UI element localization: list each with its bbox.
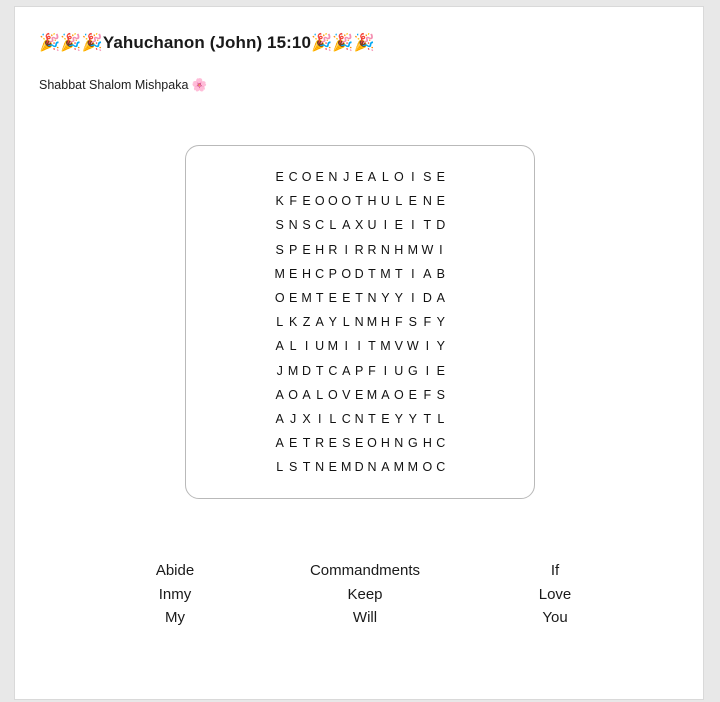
page-title <box>39 33 375 53</box>
grid-cell: I <box>383 218 388 233</box>
grid-cell: N <box>354 315 364 329</box>
page-subtitle <box>39 77 207 93</box>
grid-cell: N <box>354 411 364 426</box>
grid-cell: I <box>425 339 430 354</box>
grid-cell: N <box>367 460 377 475</box>
grid-cell: A <box>275 411 284 426</box>
grid-cell: I <box>439 242 443 257</box>
grid-cell: Y <box>394 411 403 426</box>
grid-cell: T <box>302 460 311 475</box>
page-subtitle-text: Shabbat Shalom Mishpaka <box>39 78 192 92</box>
grid-cell: O <box>341 194 352 209</box>
grid-cell: M <box>301 290 312 305</box>
grid-cell: N <box>394 435 404 450</box>
grid-cell: I <box>411 169 415 184</box>
word-list-item: Abide <box>155 562 195 579</box>
grid-cell: T <box>368 339 376 354</box>
grid-cell: Y <box>394 290 403 305</box>
word-search-grid-body <box>273 165 447 479</box>
grid-row <box>273 358 447 382</box>
word-list-column <box>85 559 265 630</box>
word-list-item: Love <box>538 585 572 603</box>
grid-cell: A <box>302 387 311 402</box>
grid-cell: P <box>354 363 364 378</box>
grid-cell: N <box>422 194 432 209</box>
grid-cell: C <box>328 363 338 378</box>
grid-cell: H <box>315 242 325 257</box>
grid-cell: D <box>422 290 432 305</box>
grid-cell: T <box>315 363 324 378</box>
grid-cell: Y <box>328 315 337 329</box>
grid-cell: I <box>304 339 309 354</box>
grid-cell: I <box>383 363 388 378</box>
grid-cell: T <box>355 194 363 209</box>
grid-cell: S <box>275 242 284 257</box>
grid-cell: X <box>354 218 364 233</box>
grid-cell: T <box>368 411 376 426</box>
word-list-column <box>465 559 645 630</box>
grid-cell: M <box>327 339 339 354</box>
grid-cell: S <box>423 169 432 184</box>
grid-cell: H <box>380 315 390 329</box>
grid-cell: C <box>315 266 325 281</box>
grid-cell: O <box>393 387 404 402</box>
grid-cell: M <box>366 315 378 329</box>
grid-cell: E <box>408 194 417 209</box>
grid-cell: E <box>328 435 337 450</box>
grid-cell: H <box>302 266 312 281</box>
grid-cell: M <box>274 266 285 281</box>
grid-row <box>273 189 447 213</box>
grid-cell: D <box>436 218 446 233</box>
grid-cell: C <box>341 411 351 426</box>
grid-cell: B <box>436 266 445 281</box>
grid-cell: D <box>354 266 364 281</box>
document-page <box>14 6 704 700</box>
grid-cell: R <box>354 242 364 257</box>
grid-cell: L <box>276 460 284 475</box>
grid-cell: C <box>288 169 298 184</box>
grid-cell: U <box>380 194 390 209</box>
grid-cell: H <box>367 194 377 209</box>
grid-cell: A <box>275 435 284 450</box>
grid-cell: M <box>380 266 391 281</box>
grid-row <box>273 310 447 334</box>
grid-cell: K <box>275 194 284 209</box>
grid-cell: U <box>394 363 404 378</box>
grid-cell: E <box>394 218 403 233</box>
party-popper-icon-trailing: 🎉🎉🎉 <box>311 33 375 53</box>
grid-cell: N <box>288 218 298 233</box>
grid-cell: Y <box>436 339 445 354</box>
grid-cell: N <box>328 169 338 184</box>
grid-cell: O <box>301 169 312 184</box>
grid-cell: A <box>342 363 351 378</box>
grid-cell: K <box>288 315 298 329</box>
cherry-blossom-icon: 🌸 <box>191 77 208 92</box>
grid-row <box>273 334 447 358</box>
grid-cell: I <box>411 218 415 233</box>
grid-cell: F <box>368 363 376 378</box>
grid-cell: S <box>288 460 298 475</box>
grid-row <box>273 237 447 261</box>
grid-cell: I <box>317 411 322 426</box>
grid-cell: L <box>289 339 297 354</box>
word-list-item: My <box>165 609 185 626</box>
grid-cell: G <box>407 435 418 450</box>
grid-cell: C <box>315 218 325 233</box>
grid-row <box>273 382 447 406</box>
grid-cell: Y <box>436 315 445 329</box>
grid-cell: F <box>423 315 432 329</box>
grid-cell: A <box>381 387 390 402</box>
grid-cell: O <box>327 387 338 402</box>
grid-cell: E <box>288 266 298 281</box>
grid-cell: R <box>367 242 377 257</box>
grid-cell: E <box>288 290 298 305</box>
grid-cell: Y <box>381 290 390 305</box>
grid-cell: O <box>288 387 298 402</box>
grid-cell: I <box>344 242 348 257</box>
grid-cell: A <box>436 290 445 305</box>
grid-cell: E <box>408 387 417 402</box>
grid-cell: I <box>425 363 430 378</box>
grid-cell: E <box>436 169 445 184</box>
grid-cell: J <box>290 411 297 426</box>
grid-cell: T <box>423 218 432 233</box>
grid-cell: I <box>357 339 361 354</box>
grid-row <box>273 431 447 455</box>
grid-cell: M <box>287 363 299 378</box>
grid-cell: E <box>302 194 311 209</box>
word-list-item: Will <box>352 609 378 626</box>
grid-cell: E <box>354 387 364 402</box>
grid-cell: A <box>367 169 377 184</box>
grid-cell: A <box>423 266 432 281</box>
grid-cell: A <box>342 218 351 233</box>
grid-cell: P <box>328 266 337 281</box>
grid-cell: I <box>344 339 348 354</box>
word-list-item: Keep <box>347 585 383 603</box>
grid-cell: I <box>411 266 415 281</box>
grid-row <box>273 286 447 310</box>
grid-cell: M <box>407 242 419 257</box>
grid-cell: W <box>421 242 434 257</box>
word-list <box>85 559 645 630</box>
grid-cell: L <box>329 411 337 426</box>
grid-cell: W <box>406 339 419 354</box>
grid-cell: F <box>289 194 297 209</box>
grid-cell: N <box>367 290 377 305</box>
word-list-item: If <box>550 562 560 579</box>
page-title-text: Yahuchanon (John) 15:10 <box>102 33 312 52</box>
grid-cell: M <box>380 339 391 354</box>
grid-cell: L <box>329 218 337 233</box>
grid-cell: D <box>354 460 364 475</box>
grid-cell: E <box>328 290 337 305</box>
word-search-puzzle <box>185 145 535 499</box>
grid-cell: D <box>302 363 312 378</box>
grid-cell: L <box>276 315 284 329</box>
grid-cell: E <box>436 363 445 378</box>
grid-cell: T <box>355 290 363 305</box>
grid-cell: O <box>367 435 377 450</box>
grid-cell: M <box>366 387 378 402</box>
grid-cell: O <box>327 194 338 209</box>
grid-cell: C <box>436 460 446 475</box>
grid-cell: M <box>393 460 405 475</box>
grid-row <box>273 165 447 189</box>
grid-cell: O <box>422 460 433 475</box>
grid-cell: E <box>302 242 311 257</box>
grid-cell: T <box>315 290 324 305</box>
grid-cell: C <box>436 435 446 450</box>
grid-row <box>273 407 447 431</box>
grid-cell: O <box>314 194 325 209</box>
grid-cell: T <box>423 411 432 426</box>
grid-cell: E <box>436 194 445 209</box>
grid-cell: L <box>316 387 324 402</box>
grid-cell: L <box>437 411 445 426</box>
grid-cell: U <box>315 339 325 354</box>
grid-cell: A <box>275 387 284 402</box>
grid-cell: O <box>393 169 404 184</box>
grid-cell: Z <box>302 315 311 329</box>
grid-cell: E <box>315 169 324 184</box>
grid-cell: H <box>380 435 390 450</box>
grid-cell: R <box>315 435 325 450</box>
grid-cell: E <box>381 411 390 426</box>
grid-cell: F <box>423 387 432 402</box>
grid-cell: E <box>354 435 364 450</box>
grid-cell: N <box>380 242 390 257</box>
grid-cell: S <box>342 435 351 450</box>
grid-cell: I <box>411 290 415 305</box>
grid-cell: T <box>395 266 403 281</box>
grid-cell: E <box>342 290 351 305</box>
grid-row <box>273 455 447 479</box>
grid-cell: M <box>407 460 419 475</box>
grid-cell: G <box>407 363 418 378</box>
grid-cell: R <box>328 242 338 257</box>
grid-cell: E <box>354 169 364 184</box>
grid-cell: H <box>422 435 432 450</box>
grid-cell: Y <box>408 411 417 426</box>
grid-cell: J <box>343 169 350 184</box>
grid-cell: X <box>302 411 311 426</box>
grid-row <box>273 213 447 237</box>
grid-cell: N <box>315 460 325 475</box>
grid-cell: H <box>394 242 404 257</box>
grid-cell: S <box>436 387 445 402</box>
grid-cell: M <box>341 460 352 475</box>
word-list-item: Inmy <box>158 585 192 603</box>
grid-cell: T <box>368 266 376 281</box>
grid-cell: E <box>288 435 298 450</box>
grid-cell: P <box>288 242 298 257</box>
grid-cell: A <box>275 339 284 354</box>
grid-cell: E <box>275 169 284 184</box>
grid-cell: O <box>274 290 285 305</box>
grid-cell: F <box>395 315 403 329</box>
grid-cell: T <box>302 435 311 450</box>
grid-cell: U <box>367 218 377 233</box>
grid-cell: A <box>315 315 324 329</box>
grid-cell: L <box>342 315 350 329</box>
party-popper-icon-leading: 🎉🎉🎉 <box>39 33 103 53</box>
grid-cell: S <box>275 218 284 233</box>
grid-cell: S <box>408 315 417 329</box>
grid-cell: E <box>328 460 337 475</box>
word-list-column <box>275 559 455 630</box>
word-list-item: Commandments <box>309 562 421 579</box>
grid-cell: L <box>381 169 389 184</box>
grid-cell: L <box>395 194 403 209</box>
grid-cell: S <box>302 218 311 233</box>
grid-cell: V <box>394 339 403 354</box>
grid-cell: J <box>276 363 283 378</box>
word-search-grid <box>273 165 447 479</box>
word-list-item: You <box>542 609 568 626</box>
grid-cell: A <box>381 460 390 475</box>
grid-cell: V <box>342 387 351 402</box>
grid-row <box>273 262 447 286</box>
grid-cell: O <box>341 266 352 281</box>
